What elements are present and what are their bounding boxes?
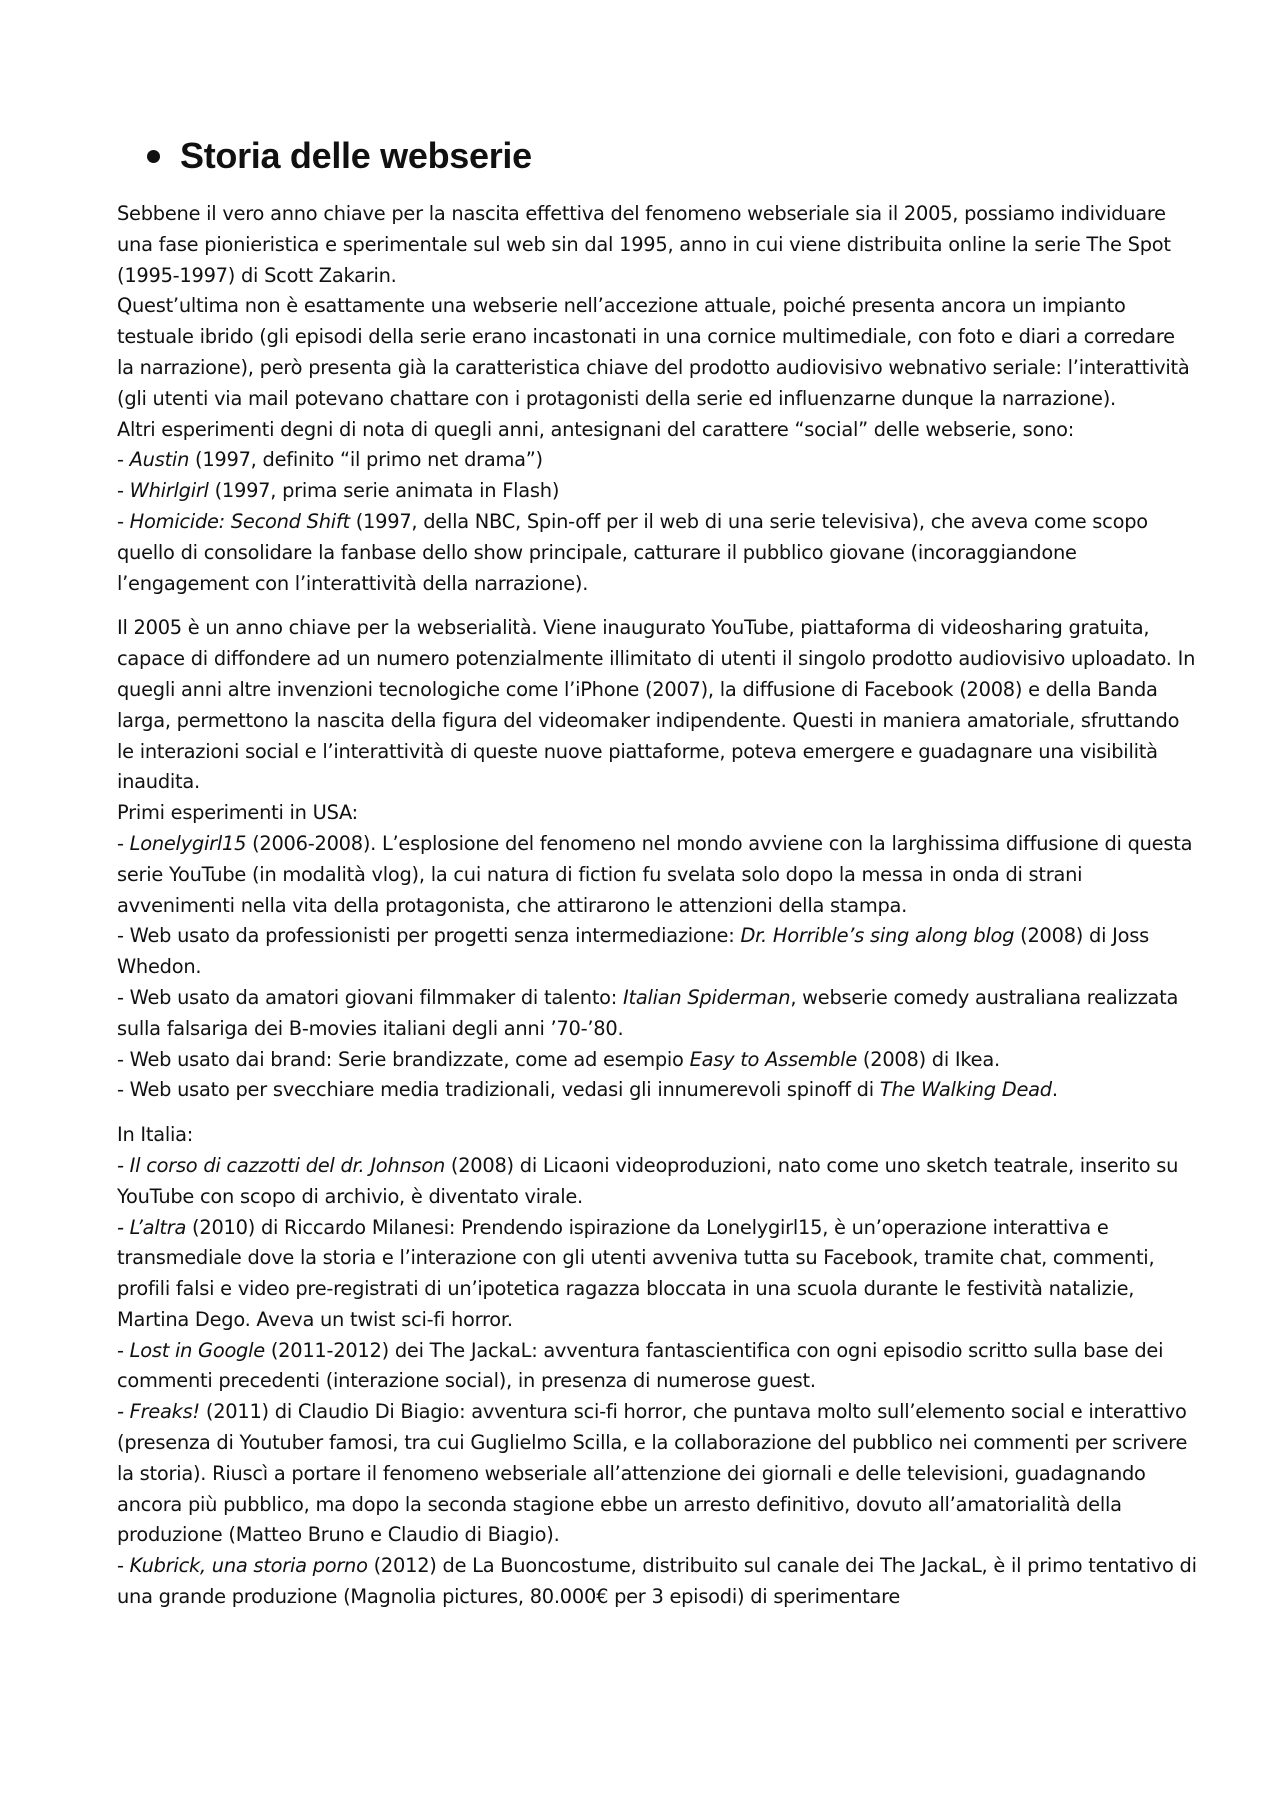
title-lonelygirl: Lonelygirl15 (129, 831, 247, 855)
list-item-professionals (117, 921, 1197, 983)
title-johnson: Il corso di cazzotti del dr. Johnson (129, 1153, 445, 1177)
title-dr-horrible: Dr. Horrible’s sing along blog (740, 924, 1015, 948)
text-professionals: - Web usato da professionisti per progetti senza intermediazione: (117, 924, 741, 948)
text-homicide: (1997, della NBC, Spin-off per il web di una serie televisiva), che aveva come scopo quello di consolidare la fanbase dello show principale, catturare il pubblico giovane (incoraggiandone l’engagement con l’interattività della narrazione). (117, 509, 1148, 595)
paragraph-gap (117, 1106, 1197, 1120)
text-kubrick: (2012) de La Buoncostume, distribuito sul canale dei The JackaL, è il primo tentativo di una grande produzione (Magnolia pictures, 80.000€ per 3 episodi) di sperimentare (117, 1554, 1197, 1609)
title-austin: Austin (129, 448, 190, 472)
text-austin: (1997, definito “il primo net drama”) (189, 448, 543, 472)
paragraph-intro: Sebbene il vero anno chiave per la nascita effettiva del fenomeno webseriale sia il 2005, possiamo individuare una fase pionieristica e sperimentale sul web sin dal 1995, anno in cui viene distribuita online la serie The Spot (1995-1997) di Scott Zakarin. (117, 202, 1171, 287)
text-johnson: (2008) di Licaoni videoproduzioni, nato come uno sketch teatrale, inserito su YouTube con scopo di archivio, è diventato virale. (117, 1153, 1179, 1208)
list-item-kubrick: - Kubrick, una storia porno (2012) de La Buoncostume, distribuito sul canale dei The JackaL, è il primo tentativo di una grande produzione (Magnolia pictures, 80.000€ per 3 episodi) di sperimentare (117, 1554, 1197, 1609)
text-media-after: . (1051, 1078, 1058, 1102)
paragraph-the-spot: Quest’ultima non è esattamente una webserie nell’accezione attuale, poiché presenta ancora un impianto testuale ibrido (gli episodi della serie erano incastonati in una cornice multimediale, con foto e diari a corredare la narrazione), però presenta già la caratteristica chiave del prodotto audiovisivo webnativo seriale: l’interattività (gli utenti via mail potevano chattare con i protagonisti della serie ed influenzarne dunque la narrazione). (117, 294, 1190, 410)
title-homicide: Homicide: Second Shift (129, 509, 350, 533)
document-content (117, 128, 1197, 1613)
paragraph-other-experiments: Altri esperimenti degni di nota di quegli anni, antesignani del carattere “social” delle webserie, sono: (117, 417, 1075, 441)
paragraph-2005: Il 2005 è un anno chiave per la webserialità. Viene inaugurato YouTube, piattaforma di videosharing gratuita, capace di diffondere ad un numero potenzialmente illimitato di utenti il singolo prodotto audiovisivo uploadato. In quegli anni altre invenzioni tecnologiche come l’iPhone (2007), la diffusione di Facebook (2008) e della Banda larga, permettono la nascita della figura del videomaker indipendente. Questi in maniera amatoriale, sfruttando le interazioni social e l’interattività di queste nuove piattaforme, poteva emergere e guadagnare una visibilità inaudita. (117, 616, 1196, 794)
text-lonelygirl: (2006-2008). L’esplosione del fenomeno nel mondo avviene con la larghissima diffusione di questa serie YouTube (in modalità vlog), la cui natura di fiction fu svelata solo dopo la messa in onda di strani avvenimenti nella vita della protagonista, che attirarono le attenzioni della stampa. (117, 831, 1193, 917)
title-freaks: - Freaks! (117, 1400, 200, 1424)
list-item-homicide: - Homicide: Second Shift (1997, della NBC, Spin-off per il web di una serie televisiva), che aveva come scopo quello di consolidare la fanbase dello show principale, catturare il pubblico giovane (incoraggiandone l’engagement con l’interattività della narrazione). (117, 509, 1148, 595)
text-altra: (2010) di Riccardo Milanesi: Prendendo ispirazione da Lonelygirl15, è un’operazione interattiva e transmediale dove la storia e l’interazione con gli utenti avveniva tutta su Facebook, tramite chat, commenti, profili falsi e video pre-registrati di un’ipotetica ragazza bloccata in una scuola durante le festività natalizie, Martina Dego. Aveva un twist sci-fi horror. (117, 1215, 1155, 1331)
title-italian-spiderman: Italian Spiderman (623, 985, 791, 1009)
text-media: - Web usato per svecchiare media tradizionali, vedasi gli innumerevoli spinoff di (117, 1078, 880, 1102)
title-lost-in-google: Lost in Google (129, 1338, 265, 1362)
paragraph-gap (117, 599, 1197, 613)
list-item-austin: - Austin (1997, definito “il primo net drama”) (117, 448, 543, 472)
text-amateurs: - Web usato da amatori giovani filmmaker di talento: (117, 985, 623, 1009)
list-item-whirlgirl: - Whirlgirl (1997, prima serie animata in Flash) (117, 479, 560, 503)
list-item-johnson: - Il corso di cazzotti del dr. Johnson (2008) di Licaoni videoproduzioni, nato come uno sketch teatrale, inserito su YouTube con scopo di archivio, è diventato virale. (117, 1153, 1179, 1208)
title-easy-to-assemble: Easy to Assemble (689, 1047, 857, 1071)
title-whirlgirl: Whirlgirl (129, 479, 209, 503)
title-walking-dead: The Walking Dead (879, 1078, 1052, 1102)
list-item-amateurs (117, 983, 1197, 1045)
list-item-brands (117, 1045, 1197, 1076)
text-professionals-after: (2008) di Joss Whedon. (117, 924, 1149, 979)
heading-italy: In Italia: (117, 1123, 194, 1147)
page-title: Storia delle webserie (180, 135, 532, 176)
list-item-media (117, 1075, 1197, 1106)
section-heading (147, 128, 1197, 184)
heading-usa: Primi esperimenti in USA: (117, 801, 358, 825)
bullet-icon (147, 150, 160, 163)
list-item-freaks (117, 1397, 1197, 1551)
body-text (117, 199, 1197, 1613)
list-item-lonelygirl: - Lonelygirl15 (2006-2008). L’esplosione del fenomeno nel mondo avviene con la larghissima diffusione di questa serie YouTube (in modalità vlog), la cui natura di fiction fu svelata solo dopo la messa in onda di strani avvenimenti nella vita della protagonista, che attirarono le attenzioni della stampa. (117, 831, 1193, 917)
text-brands-after: (2008) di Ikea. (857, 1047, 1000, 1071)
text-brands: - Web usato dai brand: Serie brandizzate, come ad esempio (117, 1047, 690, 1071)
title-altra: L’altra (129, 1215, 187, 1239)
text-whirlgirl: (1997, prima serie animata in Flash) (208, 479, 560, 503)
text-amateurs-after: , webserie comedy australiana realizzata sulla falsariga dei B-movies italiani degli anni ’70-’80. (117, 985, 1179, 1040)
text-freaks: (2011) di Claudio Di Biagio: avventura sci-fi horror, che puntava molto sull’elemento social e interattivo (presenza di Youtuber famosi, tra cui Guglielmo Scilla, e la collaborazione del pubblico nei commenti per scrivere la storia). Riuscì a portare il fenomeno webseriale all’attenzione dei giornali e delle televisioni, guadagnando ancora più pubblico, ma dopo la seconda stagione ebbe un arresto definitivo, dovuto all’amatorialità della produzione (Matteo Bruno e Claudio di Biagio). (117, 1400, 1188, 1547)
list-item-lost-in-google: - Lost in Google (2011-2012) dei The JackaL: avventura fantascientifica con ogni episodio scritto sulla base dei commenti precedenti (interazione social), in presenza di numerose guest. (117, 1338, 1164, 1393)
text-lost-in-google: (2011-2012) dei The JackaL: avventura fantascientifica con ogni episodio scritto sulla base dei commenti precedenti (interazione social), in presenza di numerose guest. (117, 1338, 1164, 1393)
list-item-altra: - L’altra (2010) di Riccardo Milanesi: Prendendo ispirazione da Lonelygirl15, è un’operazione interattiva e transmediale dove la storia e l’interazione con gli utenti avveniva tutta su Facebook, tramite chat, commenti, profili falsi e video pre-registrati di un’ipotetica ragazza bloccata in una scuola durante le festività natalizie, Martina Dego. Aveva un twist sci-fi horror. (117, 1215, 1155, 1331)
title-kubrick: Kubrick, una storia porno (129, 1554, 368, 1578)
